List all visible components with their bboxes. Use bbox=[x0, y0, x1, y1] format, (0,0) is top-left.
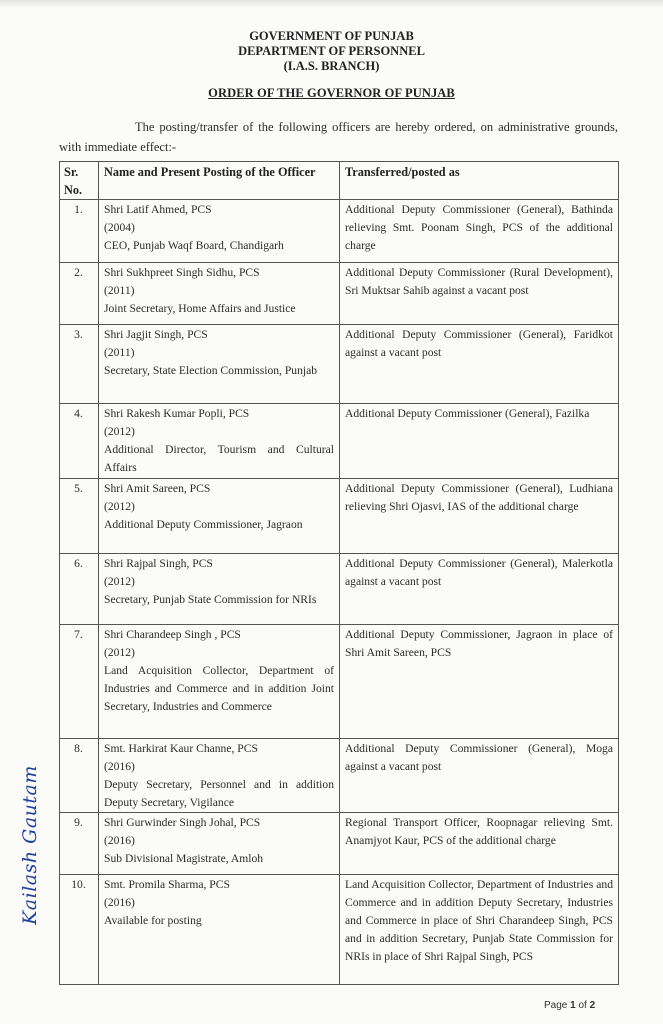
sr-no-cell: 1. bbox=[60, 200, 99, 263]
transferred-posting: Additional Deputy Commissioner, Jagraon in place of Shri Amit Sareen, PCS bbox=[345, 628, 613, 659]
present-posting: CEO, Punjab Waqf Board, Chandigarh bbox=[104, 239, 284, 252]
sr-no-cell: 6. bbox=[60, 554, 99, 625]
table-row bbox=[60, 625, 619, 739]
sr-no-cell: 10. bbox=[60, 875, 99, 985]
officer-cell bbox=[99, 813, 340, 875]
table-row bbox=[60, 875, 619, 985]
transferred-posting: Land Acquisition Collector, Department of Industries and Commerce and in addition Deputy Secretary, Industries and Commerce in place of Shri Charandeep Singh, PCS and in addition Secretary, Punjab State Commission for NRIs in place of Shri Rajpal Singh, PCS bbox=[345, 878, 613, 963]
transferred-posting: Additional Deputy Commissioner (General), Ludhiana relieving Shri Ojasvi, IAS of the additional charge bbox=[345, 482, 613, 513]
present-posting: Joint Secretary, Home Affairs and Justice bbox=[104, 302, 296, 315]
transferred-cell bbox=[340, 404, 619, 479]
transferred-posting: Additional Deputy Commissioner (General), Malerkotla against a vacant post bbox=[345, 557, 613, 588]
officer-name: Shri Amit Sareen, PCS bbox=[104, 482, 211, 495]
header-government: GOVERNMENT OF PUNJAB bbox=[249, 29, 414, 43]
table-row bbox=[60, 479, 619, 554]
table-row bbox=[60, 739, 619, 813]
page-current: 1 bbox=[570, 1000, 576, 1011]
column-header-sr-no: Sr. No. bbox=[60, 162, 99, 200]
transferred-cell bbox=[340, 875, 619, 985]
transferred-cell bbox=[340, 554, 619, 625]
intro-text: The posting/transfer of the following officers are hereby ordered, on administrative grounds, with immediate effect:- bbox=[59, 120, 618, 154]
page-label: Page bbox=[544, 1000, 568, 1011]
transferred-posting: Additional Deputy Commissioner (General), Moga against a vacant post bbox=[345, 742, 613, 773]
officer-batch: (2012) bbox=[104, 646, 135, 659]
officer-name: Smt. Harkirat Kaur Channe, PCS bbox=[104, 742, 258, 755]
intro-paragraph bbox=[59, 117, 618, 157]
table-row bbox=[60, 554, 619, 625]
transferred-cell bbox=[340, 625, 619, 739]
officer-cell bbox=[99, 625, 340, 739]
table-header-row bbox=[60, 162, 619, 200]
table-row bbox=[60, 263, 619, 325]
table-row bbox=[60, 404, 619, 479]
transferred-cell bbox=[340, 739, 619, 813]
page-number bbox=[544, 1000, 595, 1011]
officer-name: Shri Jagjit Singh, PCS bbox=[104, 328, 208, 341]
table-row bbox=[60, 813, 619, 875]
officer-cell bbox=[99, 479, 340, 554]
officer-batch: (2012) bbox=[104, 425, 135, 438]
present-posting: Secretary, State Election Commission, Punjab bbox=[104, 364, 318, 377]
officer-name: Shri Charandeep Singh , PCS bbox=[104, 628, 241, 641]
table-row bbox=[60, 325, 619, 404]
column-header-name-text: Name and Present Posting of the Officer bbox=[104, 165, 316, 179]
page-total: 2 bbox=[589, 1000, 596, 1011]
transferred-posting: Additional Deputy Commissioner (General), Bathinda relieving Smt. Poonam Singh, PCS of the additional charge bbox=[345, 203, 613, 252]
column-header-transferred: Transferred/posted as bbox=[340, 162, 619, 200]
sr-no-cell: 4. bbox=[60, 404, 99, 479]
officer-cell bbox=[99, 404, 340, 479]
officer-batch: (2016) bbox=[104, 834, 135, 847]
present-posting: Sub Divisional Magistrate, Amloh bbox=[104, 852, 264, 865]
table-body bbox=[60, 200, 619, 985]
table-row bbox=[60, 200, 619, 263]
officer-name: Shri Gurwinder Singh Johal, PCS bbox=[104, 816, 261, 829]
present-posting: Additional Deputy Commissioner, Jagraon bbox=[104, 518, 303, 531]
sr-no-cell: 2. bbox=[60, 263, 99, 325]
present-posting: Deputy Secretary, Personnel and in addition Deputy Secretary, Vigilance bbox=[104, 778, 334, 809]
transferred-cell bbox=[340, 263, 619, 325]
officer-batch: (2016) bbox=[104, 896, 135, 909]
order-title: ORDER OF THE GOVERNOR OF PUNJAB bbox=[208, 86, 455, 100]
officer-batch: (2012) bbox=[104, 575, 135, 588]
page-of: of bbox=[578, 1000, 587, 1011]
present-posting: Available for posting bbox=[104, 914, 202, 927]
scan-edge-shade bbox=[0, 0, 663, 8]
transfer-table bbox=[59, 161, 619, 985]
officer-cell bbox=[99, 200, 340, 263]
officer-name: Smt. Promila Sharma, PCS bbox=[104, 878, 230, 891]
transferred-posting: Regional Transport Officer, Roopnagar relieving Smt. Anamjyot Kaur, PCS of the additional charge bbox=[345, 816, 613, 847]
present-posting: Secretary, Punjab State Commission for NRIs bbox=[104, 593, 317, 606]
header-department: DEPARTMENT OF PERSONNEL bbox=[238, 44, 425, 58]
officer-batch: (2011) bbox=[104, 346, 135, 359]
sr-no-cell: 7. bbox=[60, 625, 99, 739]
officer-batch: (2011) bbox=[104, 284, 135, 297]
transferred-posting: Additional Deputy Commissioner (General), Faridkot against a vacant post bbox=[345, 328, 613, 359]
officer-cell bbox=[99, 554, 340, 625]
officer-name: Shri Latif Ahmed, PCS bbox=[104, 203, 212, 216]
officer-name: Shri Rakesh Kumar Popli, PCS bbox=[104, 407, 250, 420]
officer-batch: (2012) bbox=[104, 500, 135, 513]
transferred-cell bbox=[340, 200, 619, 263]
column-header-name bbox=[99, 162, 340, 200]
officer-cell bbox=[99, 875, 340, 985]
header-branch: (I.A.S. BRANCH) bbox=[283, 59, 380, 73]
sr-no-cell: 3. bbox=[60, 325, 99, 404]
officer-cell bbox=[99, 739, 340, 813]
officer-name: Shri Sukhpreet Singh Sidhu, PCS bbox=[104, 266, 260, 279]
signature-text: Kailash Gautam bbox=[19, 765, 41, 925]
present-posting: Additional Director, Tourism and Cultural Affairs bbox=[104, 443, 334, 474]
sr-no-cell: 8. bbox=[60, 739, 99, 813]
transferred-cell bbox=[340, 813, 619, 875]
officer-batch: (2016) bbox=[104, 760, 135, 773]
transferred-posting: Additional Deputy Commissioner (Rural Development), Sri Muktsar Sahib against a vacant post bbox=[345, 266, 613, 297]
officer-batch: (2004) bbox=[104, 221, 135, 234]
transferred-cell bbox=[340, 325, 619, 404]
transferred-cell bbox=[340, 479, 619, 554]
officer-cell bbox=[99, 325, 340, 404]
sr-no-cell: 5. bbox=[60, 479, 99, 554]
present-posting: Land Acquisition Collector, Department of Industries and Commerce and in addition Joint Secretary, Industries and Commerce bbox=[104, 664, 334, 713]
transferred-posting: Additional Deputy Commissioner (General), Fazilka bbox=[345, 407, 590, 420]
officer-name: Shri Rajpal Singh, PCS bbox=[104, 557, 213, 570]
sr-no-cell: 9. bbox=[60, 813, 99, 875]
officer-cell bbox=[99, 263, 340, 325]
